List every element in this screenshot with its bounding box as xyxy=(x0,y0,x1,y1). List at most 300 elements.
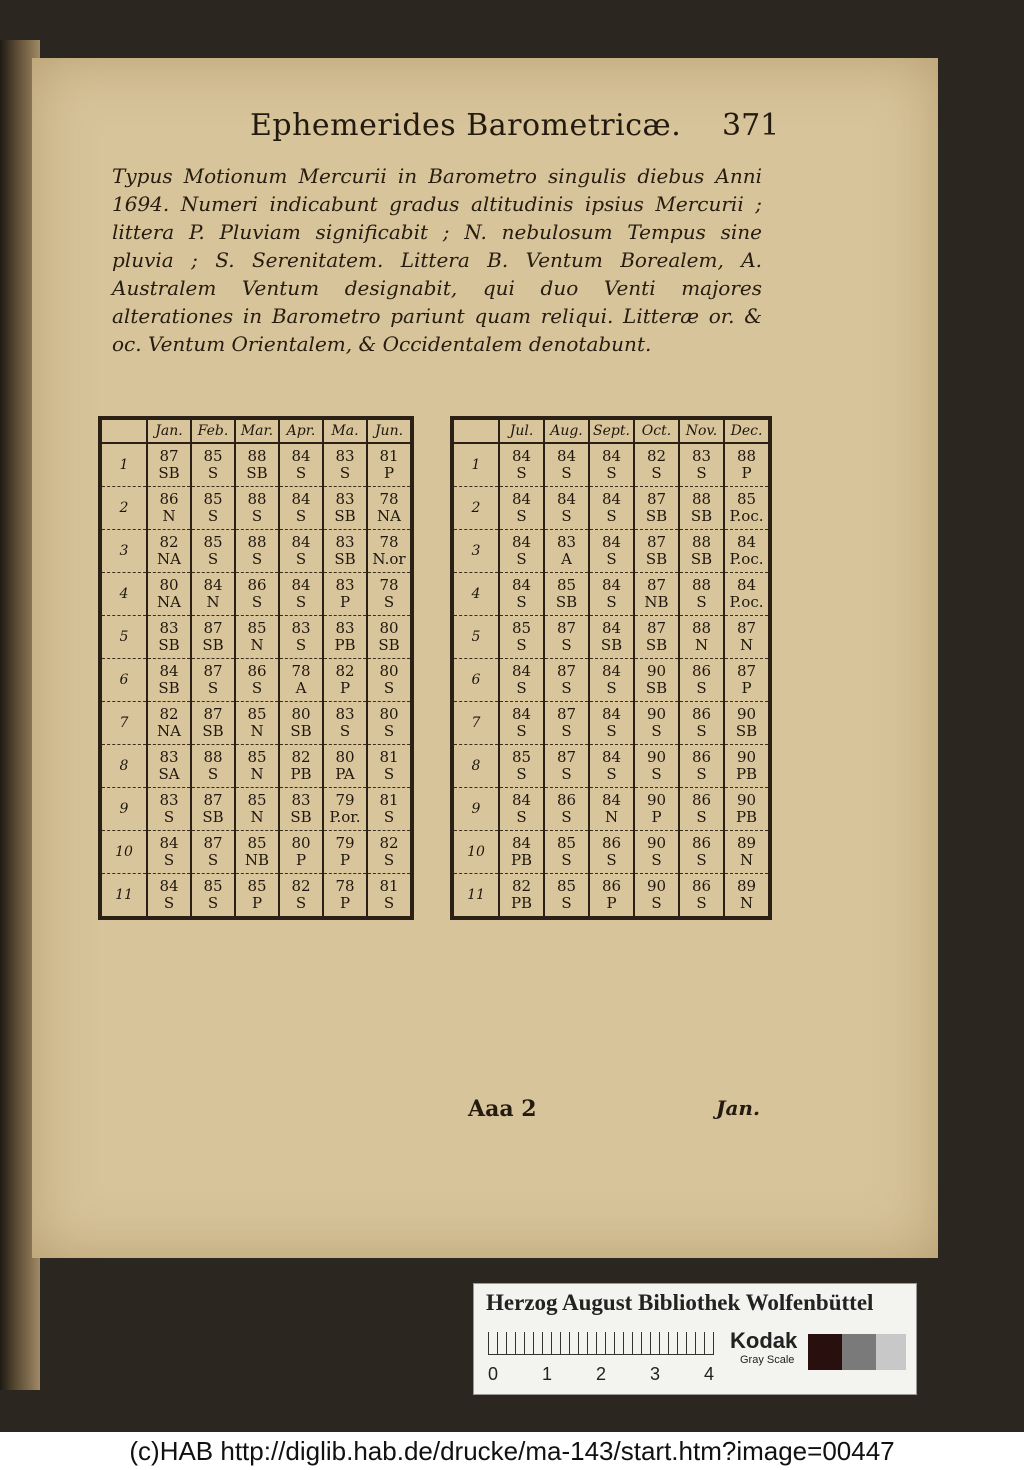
reading-cell xyxy=(634,616,679,659)
reading-cell xyxy=(679,530,724,573)
weather-code: SB xyxy=(555,593,578,611)
mercury-height: 90 xyxy=(646,662,667,680)
reading-cell xyxy=(279,874,323,919)
reading-cell xyxy=(589,573,634,616)
weather-code: S xyxy=(516,722,527,740)
mercury-height: 84 xyxy=(736,533,757,551)
reading-cell xyxy=(323,702,367,745)
weather-code: S xyxy=(606,765,617,783)
mercury-height: 85 xyxy=(556,877,577,895)
mercury-height: 82 xyxy=(335,662,355,680)
weather-code: N xyxy=(739,851,754,869)
weather-code: S xyxy=(651,765,662,783)
reading-cell xyxy=(235,616,279,659)
weather-code: PB xyxy=(290,765,312,783)
day-number: 10 xyxy=(452,831,499,874)
weather-code: SB xyxy=(202,636,224,654)
mercury-height: 84 xyxy=(601,490,622,508)
table-row xyxy=(100,659,412,702)
reading-cell xyxy=(724,487,770,530)
weather-code: SA xyxy=(158,765,180,783)
gray-scale-label: Gray Scale xyxy=(740,1354,795,1366)
weather-code: N xyxy=(250,636,264,654)
month-header: Sept. xyxy=(589,418,634,443)
mercury-height: 83 xyxy=(159,619,179,637)
mercury-height: 84 xyxy=(601,748,622,766)
mercury-height: 86 xyxy=(691,705,712,723)
table-row xyxy=(100,874,412,919)
mercury-height: 88 xyxy=(691,619,712,637)
swatch-dark xyxy=(808,1334,842,1370)
mercury-height: 79 xyxy=(335,791,355,809)
weather-code: S xyxy=(383,765,395,783)
weather-code: S xyxy=(696,679,707,697)
reading-cell xyxy=(724,530,770,573)
mercury-height: 83 xyxy=(335,533,355,551)
table-row xyxy=(452,443,770,487)
mercury-height: 83 xyxy=(159,791,179,809)
reading-cell xyxy=(589,831,634,874)
reading-cell xyxy=(147,487,191,530)
month-header: Apr. xyxy=(279,418,323,443)
day-column-header xyxy=(452,418,499,443)
mercury-height: 82 xyxy=(291,877,311,895)
ruler-numbers xyxy=(484,1364,724,1386)
mercury-height: 84 xyxy=(556,447,577,465)
mercury-height: 84 xyxy=(203,576,223,594)
day-number: 11 xyxy=(100,874,147,919)
table-row xyxy=(100,573,412,616)
weather-code: SB xyxy=(645,550,668,568)
signature-mark: Aaa 2 xyxy=(468,1096,537,1122)
weather-code: PB xyxy=(334,636,356,654)
reading-cell xyxy=(499,831,544,874)
weather-code: S xyxy=(516,593,527,611)
table-row xyxy=(452,659,770,702)
weather-code: PB xyxy=(510,851,533,869)
table-row xyxy=(452,874,770,919)
weather-code: S xyxy=(163,808,175,826)
day-number: 9 xyxy=(452,788,499,831)
table-row xyxy=(100,616,412,659)
mercury-height: 80 xyxy=(379,662,399,680)
weather-code: SB xyxy=(334,550,356,568)
table-row xyxy=(100,745,412,788)
table-row xyxy=(452,831,770,874)
mercury-height: 87 xyxy=(203,619,223,637)
weather-code: NA xyxy=(377,507,401,525)
weather-code: SB xyxy=(290,722,312,740)
reading-cell xyxy=(724,616,770,659)
reading-cell xyxy=(323,874,367,919)
weather-code: SB xyxy=(645,636,668,654)
reading-cell xyxy=(191,745,235,788)
reading-cell xyxy=(235,573,279,616)
reading-cell xyxy=(279,616,323,659)
mercury-height: 87 xyxy=(736,619,757,637)
mercury-height: 83 xyxy=(335,576,355,594)
weather-code: PB xyxy=(735,765,758,783)
reading-cell xyxy=(279,573,323,616)
reading-cell xyxy=(499,573,544,616)
reading-cell xyxy=(323,788,367,831)
reading-cell xyxy=(191,831,235,874)
weather-code: P.oc. xyxy=(729,593,764,611)
library-name: Herzog August Bibliothek Wolfenbüttel xyxy=(486,1290,874,1315)
reading-cell xyxy=(235,788,279,831)
mercury-height: 84 xyxy=(601,447,622,465)
weather-code: SB xyxy=(690,507,713,525)
weather-code: SB xyxy=(158,464,180,482)
weather-code: P xyxy=(339,894,351,912)
reading-cell xyxy=(147,788,191,831)
weather-code: S xyxy=(651,894,662,912)
reading-cell xyxy=(499,745,544,788)
day-number: 5 xyxy=(452,616,499,659)
reading-cell xyxy=(235,831,279,874)
reading-cell xyxy=(724,702,770,745)
weather-code: NA xyxy=(157,722,181,740)
reading-cell xyxy=(147,573,191,616)
reading-cell xyxy=(279,530,323,573)
weather-code: S xyxy=(163,894,175,912)
weather-code: S xyxy=(651,464,662,482)
weather-code: SB xyxy=(735,722,758,740)
mercury-height: 84 xyxy=(601,619,622,637)
mercury-height: 87 xyxy=(556,705,577,723)
weather-code: S xyxy=(516,464,527,482)
reading-cell xyxy=(634,659,679,702)
month-header: Mar. xyxy=(235,418,279,443)
mercury-height: 87 xyxy=(646,490,667,508)
mercury-height: 84 xyxy=(291,576,311,594)
reading-cell xyxy=(679,616,724,659)
reading-cell xyxy=(191,443,235,487)
reading-cell xyxy=(544,745,589,788)
weather-code: S xyxy=(251,679,263,697)
reading-cell xyxy=(147,745,191,788)
reading-cell xyxy=(279,487,323,530)
reading-cell xyxy=(323,831,367,874)
color-calibration-bar xyxy=(473,1283,917,1395)
reading-cell xyxy=(634,874,679,919)
weather-code: P xyxy=(295,851,307,869)
weather-code: S xyxy=(383,851,395,869)
reading-cell xyxy=(235,702,279,745)
mercury-height: 86 xyxy=(556,791,577,809)
ruler-number: 2 xyxy=(596,1364,607,1384)
reading-cell xyxy=(589,659,634,702)
mercury-height: 80 xyxy=(379,619,399,637)
reading-cell xyxy=(191,874,235,919)
weather-code: SB xyxy=(158,636,180,654)
reading-cell xyxy=(367,443,412,487)
day-number: 2 xyxy=(452,487,499,530)
reading-cell xyxy=(679,573,724,616)
page-title: Ephemerides Barometricæ. xyxy=(250,108,682,143)
day-number: 3 xyxy=(452,530,499,573)
table-row xyxy=(452,616,770,659)
reading-cell xyxy=(191,616,235,659)
reading-cell xyxy=(235,659,279,702)
weather-code: P xyxy=(741,679,752,697)
mercury-height: 78 xyxy=(379,576,399,594)
mercury-height: 90 xyxy=(646,834,667,852)
mercury-height: 90 xyxy=(646,705,667,723)
weather-code: S xyxy=(339,722,351,740)
weather-code: SB xyxy=(158,679,180,697)
weather-code: S xyxy=(696,464,707,482)
weather-code: S xyxy=(561,765,572,783)
weather-code: P xyxy=(606,894,617,912)
weather-code: SB xyxy=(600,636,623,654)
weather-code: S xyxy=(295,894,307,912)
mercury-height: 87 xyxy=(556,748,577,766)
weather-code: NB xyxy=(644,593,669,611)
reading-cell xyxy=(235,530,279,573)
weather-code: N xyxy=(739,636,754,654)
weather-code: SB xyxy=(645,679,668,697)
mercury-height: 84 xyxy=(511,705,532,723)
mercury-height: 85 xyxy=(247,705,267,723)
weather-code: SB xyxy=(378,636,400,654)
mercury-height: 86 xyxy=(691,791,712,809)
month-header: Jun. xyxy=(367,418,412,443)
weather-code: P.or. xyxy=(329,808,361,826)
weather-code: N xyxy=(250,722,264,740)
mercury-height: 81 xyxy=(379,748,399,766)
mercury-height: 80 xyxy=(379,705,399,723)
mercury-height: 84 xyxy=(511,447,532,465)
reading-cell xyxy=(279,659,323,702)
mercury-height: 85 xyxy=(556,834,577,852)
day-number: 9 xyxy=(100,788,147,831)
weather-code: P xyxy=(251,894,263,912)
weather-code: NA xyxy=(157,593,181,611)
table-row xyxy=(452,745,770,788)
day-number: 6 xyxy=(452,659,499,702)
weather-code: A xyxy=(295,679,307,697)
weather-code: SB xyxy=(645,507,668,525)
reading-cell xyxy=(724,831,770,874)
swatch-light xyxy=(876,1334,906,1370)
mercury-height: 78 xyxy=(379,490,399,508)
table-row xyxy=(452,788,770,831)
reading-cell xyxy=(191,788,235,831)
month-header: Dec. xyxy=(724,418,770,443)
mercury-height: 85 xyxy=(247,748,267,766)
weather-code: S xyxy=(696,851,707,869)
table-row xyxy=(452,702,770,745)
table-row xyxy=(100,443,412,487)
mercury-height: 88 xyxy=(203,748,223,766)
mercury-height: 87 xyxy=(556,662,577,680)
reading-cell xyxy=(679,788,724,831)
mercury-height: 86 xyxy=(601,877,622,895)
weather-code: P xyxy=(339,679,351,697)
day-number: 2 xyxy=(100,487,147,530)
mercury-height: 78 xyxy=(379,533,399,551)
weather-code: S xyxy=(383,894,395,912)
mercury-height: 81 xyxy=(379,447,399,465)
reading-cell xyxy=(724,443,770,487)
weather-code: N xyxy=(162,507,176,525)
weather-code: S xyxy=(651,722,662,740)
reading-cell xyxy=(679,702,724,745)
day-number: 6 xyxy=(100,659,147,702)
day-number: 10 xyxy=(100,831,147,874)
mercury-height: 83 xyxy=(335,490,355,508)
weather-code: N xyxy=(739,894,754,912)
weather-code: S xyxy=(207,851,219,869)
weather-code: S xyxy=(606,464,617,482)
weather-code: S xyxy=(163,851,175,869)
reading-cell xyxy=(544,443,589,487)
mercury-height: 90 xyxy=(736,791,757,809)
table-row xyxy=(100,487,412,530)
reading-cell xyxy=(634,443,679,487)
mercury-height: 84 xyxy=(291,447,311,465)
mercury-height: 85 xyxy=(203,877,223,895)
barometer-table-jan-jun xyxy=(98,416,414,920)
reading-cell xyxy=(499,487,544,530)
mercury-height: 85 xyxy=(247,791,267,809)
reading-cell xyxy=(634,702,679,745)
mercury-height: 86 xyxy=(247,576,267,594)
weather-code: S xyxy=(561,679,572,697)
mercury-height: 83 xyxy=(291,791,311,809)
day-number: 7 xyxy=(452,702,499,745)
reading-cell xyxy=(323,487,367,530)
day-number: 5 xyxy=(100,616,147,659)
weather-code: P xyxy=(339,593,351,611)
weather-code: N xyxy=(250,808,264,826)
weather-code: S xyxy=(295,636,307,654)
reading-cell xyxy=(235,487,279,530)
reading-cell xyxy=(367,573,412,616)
reading-cell xyxy=(544,659,589,702)
weather-code: N xyxy=(694,636,709,654)
mercury-height: 79 xyxy=(335,834,355,852)
table-row xyxy=(452,573,770,616)
reading-cell xyxy=(634,573,679,616)
weather-code: S xyxy=(606,550,617,568)
mercury-height: 82 xyxy=(511,877,532,895)
mercury-height: 88 xyxy=(247,447,267,465)
reading-cell xyxy=(499,788,544,831)
ruler-number: 4 xyxy=(704,1364,715,1384)
table-body xyxy=(100,443,412,918)
weather-code: S xyxy=(295,593,307,611)
mercury-height: 84 xyxy=(159,834,179,852)
mercury-height: 90 xyxy=(646,791,667,809)
reading-cell xyxy=(147,702,191,745)
mercury-height: 83 xyxy=(291,619,311,637)
reading-cell xyxy=(679,745,724,788)
mercury-height: 88 xyxy=(247,490,267,508)
reading-cell xyxy=(589,788,634,831)
weather-code: SB xyxy=(202,722,224,740)
mercury-height: 80 xyxy=(291,834,311,852)
mercury-height: 82 xyxy=(379,834,399,852)
reading-cell xyxy=(724,659,770,702)
weather-code: S xyxy=(516,679,527,697)
mercury-height: 85 xyxy=(511,748,532,766)
mercury-height: 85 xyxy=(736,490,757,508)
weather-code: S xyxy=(606,722,617,740)
weather-code: SB xyxy=(690,550,713,568)
mercury-height: 83 xyxy=(691,447,712,465)
month-header: Ma. xyxy=(323,418,367,443)
month-header: Jan. xyxy=(147,418,191,443)
mercury-height: 87 xyxy=(646,533,667,551)
reading-cell xyxy=(589,487,634,530)
ruler-number: 1 xyxy=(542,1364,553,1384)
mercury-height: 89 xyxy=(736,834,757,852)
reading-cell xyxy=(499,702,544,745)
reading-cell xyxy=(589,616,634,659)
weather-code: S xyxy=(383,722,395,740)
page-number: 371 xyxy=(722,108,780,143)
mercury-height: 90 xyxy=(646,877,667,895)
reading-cell xyxy=(544,702,589,745)
weather-code: SB xyxy=(334,507,356,525)
month-header: Aug. xyxy=(544,418,589,443)
reading-cell xyxy=(279,831,323,874)
reading-cell xyxy=(544,616,589,659)
mercury-height: 80 xyxy=(159,576,179,594)
weather-code: S xyxy=(516,550,527,568)
swatch-mid xyxy=(842,1334,876,1370)
weather-code: PA xyxy=(335,765,355,783)
reading-cell xyxy=(589,530,634,573)
reading-cell xyxy=(191,702,235,745)
reading-cell xyxy=(323,443,367,487)
reading-cell xyxy=(147,530,191,573)
mercury-height: 87 xyxy=(556,619,577,637)
mercury-height: 84 xyxy=(511,576,532,594)
mercury-height: 81 xyxy=(379,877,399,895)
mercury-height: 78 xyxy=(291,662,311,680)
weather-code: A xyxy=(561,550,572,568)
weather-code: S xyxy=(295,550,307,568)
weather-code: S xyxy=(207,894,219,912)
mercury-height: 84 xyxy=(601,791,622,809)
reading-cell xyxy=(235,745,279,788)
weather-code: SB xyxy=(246,464,268,482)
weather-code: S xyxy=(516,636,527,654)
mercury-height: 87 xyxy=(203,662,223,680)
mercury-height: 86 xyxy=(159,490,179,508)
reading-cell xyxy=(367,530,412,573)
weather-code: S xyxy=(516,765,527,783)
reading-cell xyxy=(191,487,235,530)
weather-code: S xyxy=(251,550,263,568)
reading-cell xyxy=(367,745,412,788)
table-row xyxy=(100,831,412,874)
mercury-height: 89 xyxy=(736,877,757,895)
mercury-height: 88 xyxy=(736,447,757,465)
mercury-height: 88 xyxy=(247,533,267,551)
day-number: 3 xyxy=(100,530,147,573)
mercury-height: 90 xyxy=(736,748,757,766)
reading-cell xyxy=(147,443,191,487)
table-header-row xyxy=(100,418,412,443)
weather-code: S xyxy=(606,593,617,611)
reading-cell xyxy=(235,874,279,919)
reading-cell xyxy=(323,530,367,573)
mercury-height: 86 xyxy=(691,877,712,895)
